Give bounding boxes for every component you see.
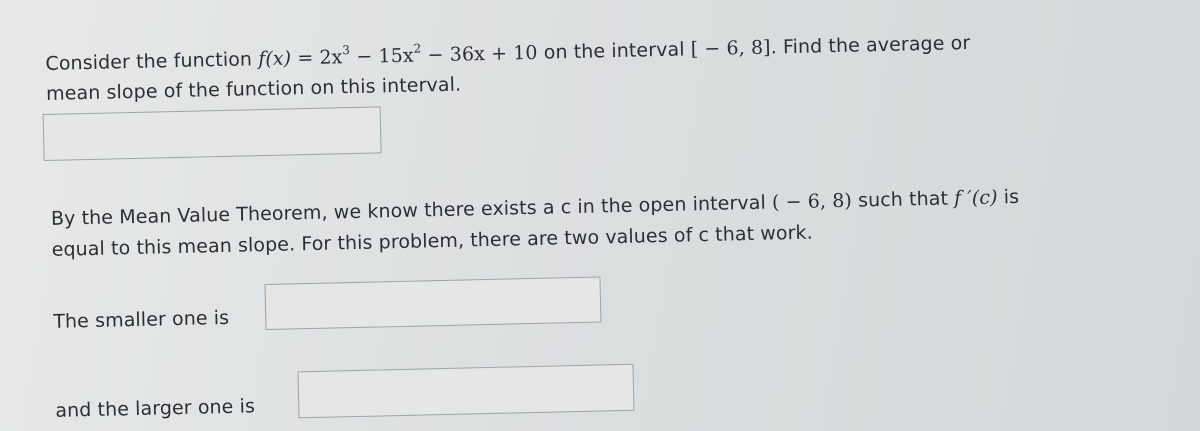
mean-slope-answer-box[interactable] xyxy=(43,106,382,161)
mvt-line-2: equal to this mean slope. For this problem, there are two values of c that work. xyxy=(51,221,814,261)
closed-interval: [ − 6, 8] xyxy=(690,36,771,61)
problem-text: Consider the function xyxy=(45,48,259,75)
function-expression xyxy=(291,42,538,70)
larger-value-input[interactable] xyxy=(299,365,634,418)
expr-part: − 15x xyxy=(349,44,414,69)
larger-answer-box[interactable] xyxy=(298,364,635,419)
mean-slope-input[interactable] xyxy=(44,107,381,160)
function-notation: f(x) xyxy=(257,47,292,71)
problem-text: . Find the average or xyxy=(770,32,971,59)
mvt-text: By the Mean Value Theorem, we know there exists a c in the open interval xyxy=(50,191,773,230)
problem-text: on the interval xyxy=(537,38,691,64)
problem-line-1 xyxy=(45,32,970,75)
mvt-text: such that xyxy=(851,187,955,212)
smaller-value-input[interactable] xyxy=(266,277,601,329)
expr-part: = 2x xyxy=(290,46,343,70)
exponent: 2 xyxy=(413,41,422,56)
derivative-notation: f ′(c) xyxy=(953,186,998,210)
larger-label: and the larger one is xyxy=(55,395,256,422)
mvt-text: is xyxy=(997,185,1020,209)
exponent: 3 xyxy=(342,43,351,58)
expr-part: − 36x + 10 xyxy=(421,41,538,67)
open-interval: ( − 6, 8) xyxy=(771,189,853,214)
smaller-label: The smaller one is xyxy=(53,306,230,333)
smaller-answer-box[interactable] xyxy=(265,276,602,330)
mvt-line-1 xyxy=(51,186,1020,230)
problem-line-2: mean slope of the function on this interval. xyxy=(45,73,462,105)
